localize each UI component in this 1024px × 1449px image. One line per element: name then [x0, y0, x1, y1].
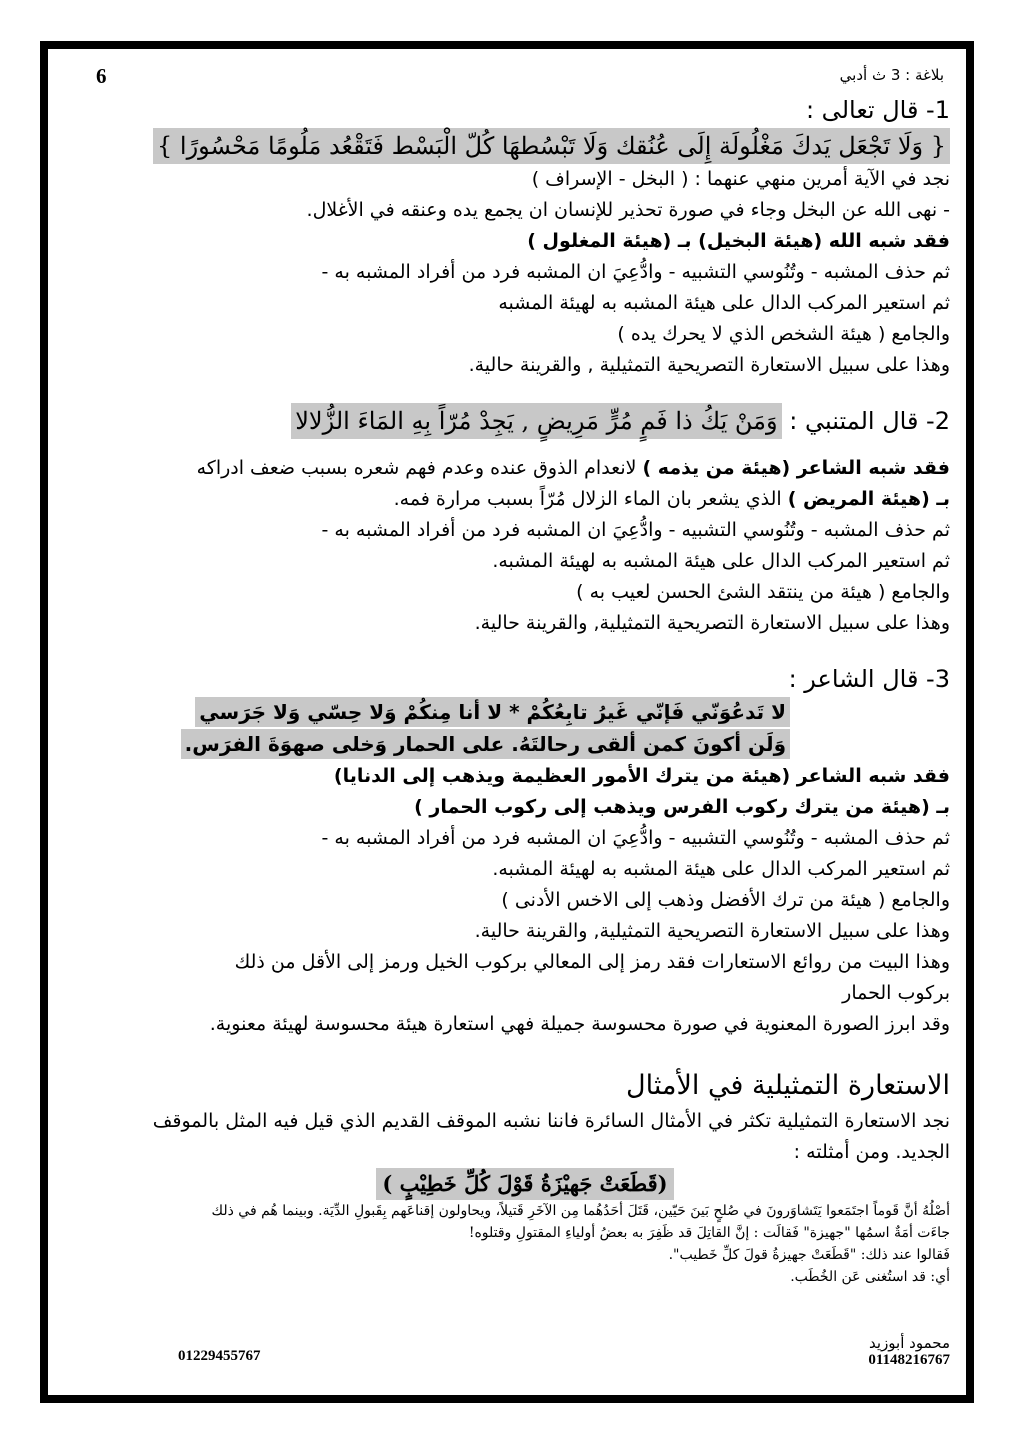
s1-line: - نهى الله عن البخل وجاء في صورة تحذير للإنسان ان يجمع يده وعنقه في الأغلال.	[306, 199, 950, 221]
s3-line: وقد ابرز الصورة المعنوية في صورة محسوسة جميلة فهي استعارة هيئة محسوسة لهيئة معنوية.	[209, 1013, 950, 1035]
s1-line: ثم استعير المركب الدال على هيئة المشبه به لهيئة المشبه	[498, 292, 950, 314]
s2-text: لانعدام الذوق عنده وعدم فهم شعره بسبب ضعف ادراكه	[196, 457, 643, 479]
proverb-story: أصْلُهُ أنَّ قَوماً اجتَمَعوا يَتَشاوَرونَ في صُلحٍ بَينَ حَيّين، قَتَلَ أحَدُهُما مِن الآخَرِ قَتيلاً، ويحاولون إقناعَهم بِقَبولِ الدِّيَة. وبينما هُم في ذلك	[211, 1203, 950, 1219]
s3-line: بـ (هيئة من يترك ركوب الفرس ويذهب إلى ركوب الحمار )	[414, 796, 950, 818]
s4-line: نجد الاستعارة التمثيلية تكثر في الأمثال السائرة فاننا نشبه الموقف القديم الذي قيل فيه المثل بالموقف	[152, 1110, 950, 1132]
section-title: الاستعارة التمثيلية في الأمثال	[626, 1070, 950, 1101]
s1-line: وهذا على سبيل الاستعارة التصريحية التمثيلية , والقرينة حالية.	[468, 354, 950, 376]
proverb: (قَطَعَتْ جَهيْزَةُ قَوْلَ كُلِّ خَطِيْبٍ )	[376, 1168, 673, 1200]
page-content	[100, 92, 950, 1288]
s2-line: وهذا على سبيل الاستعارة التصريحية التمثيلية, والقرينة حالية.	[474, 612, 950, 634]
s3-poem-line-1: لا تَدعُوَنّي فَإنّي غَيرُ تابِعُكُمْ * لا أنا مِنكُمْ وَلا حِسّي وَلا جَرَسي	[195, 697, 790, 727]
s4-line: الجديد. ومن أمثلته :	[793, 1141, 950, 1163]
s2-bold: بـ (هيئة المريض )	[787, 488, 950, 510]
header-subject: بلاغة : 3 ث أدبي	[839, 66, 944, 84]
s1-line: ثم حذف المشبه - وتُنُوسي التشبيه - وادُّعِيَ ان المشبه فرد من أفراد المشبه به -	[321, 261, 950, 283]
footer-phone-left: 01229455767	[178, 1348, 261, 1364]
s3-line: بركوب الحمار	[842, 982, 950, 1004]
page-number: 6	[96, 64, 107, 88]
s2-bold: فقد شبه الشاعر (هيئة من يذمه )	[642, 457, 950, 479]
proverb-story: فَقالوا عند ذلك: "قَطَعَتْ جهيزةُ قولَ كلِّ خَطيب".	[668, 1247, 950, 1263]
s2-verse: وَمَنْ يَكُ ذا فَمٍ مُرٍّ مَرِيضٍ , يَجِدْ مُرّاً بِهِ المَاءَ الزُّلالا	[291, 403, 781, 439]
s3-line: ثم حذف المشبه - وتُنُوسي التشبيه - وادُّعِيَ ان المشبه فرد من أفراد المشبه به -	[321, 827, 950, 849]
footer-author	[868, 1334, 950, 1369]
s2-line: ثم حذف المشبه - وتُنُوسي التشبيه - وادُّعِيَ ان المشبه فرد من أفراد المشبه به -	[321, 519, 950, 541]
s2-line: والجامع ( هيئة من ينتقد الشئ الحسن لعيب به )	[576, 581, 950, 603]
s3-line: فقد شبه الشاعر (هيئة من يترك الأمور العظيمة ويذهب إلى الدنايا)	[333, 765, 950, 787]
s1-line: فقد شبه الله (هيئة البخيل) بـ (هيئة المغلول )	[527, 230, 950, 252]
author-name: محمود أبوزيد	[869, 1334, 950, 1352]
s2-line: ثم استعير المركب الدال على هيئة المشبه به لهيئة المشبه.	[492, 550, 950, 572]
s1-line: نجد في الآية أمرين منهي عنهما : ( البخل - الإسراف )	[531, 168, 950, 190]
proverb-story: أي: قد استُغنى عَن الخُطَب.	[790, 1269, 950, 1285]
proverb-story: جاءَت أمَةٌ اسمُها "جهيزة" فَقالَت : إنَّ القاتِلَ قد ظَفِرَ به بعضُ أولياءِ المقتولِ وقتلوه!	[468, 1225, 950, 1241]
s3-line: والجامع ( هيئة من ترك الأفضل وذهب إلى الاخس الأدنى )	[501, 889, 950, 911]
s2-text: الذي يشعر بان الماء الزلال مُرّاً بسبب مرارة فمه.	[393, 488, 788, 510]
s2-intro: 2- قال المتنبي :	[789, 407, 950, 435]
s3-intro: 3- قال الشاعر :	[788, 665, 950, 693]
s1-verse: { وَلَا تَجْعَل يَدكَ مَغْلُولَة إِلَى عُنُقك وَلَا تَبْسُطهَا كُلّ الْبَسْط فَتَقْعُد مَلُومًا مَحْسُورًا }	[153, 128, 950, 164]
s3-line: وهذا على سبيل الاستعارة التصريحية التمثيلية, والقرينة حالية.	[474, 920, 950, 942]
s3-line: ثم استعير المركب الدال على هيئة المشبه به لهيئة المشبه.	[492, 858, 950, 880]
footer-phone-right: 01148216767	[868, 1352, 950, 1368]
s1-line: والجامع ( هيئة الشخص الذي لا يحرك يده )	[617, 323, 950, 345]
s3-line: وهذا البيت من روائع الاستعارات فقد رمز إلى المعالي بركوب الخيل ورمز إلى الأقل من ذلك	[234, 951, 950, 973]
s1-intro: 1- قال تعالى :	[805, 96, 950, 124]
s3-poem-line-2: وَلَن أكونَ كمن ألقى رحالتَهُ. على الحمار وَخلى صهوَةَ الفرَس.	[181, 729, 790, 759]
